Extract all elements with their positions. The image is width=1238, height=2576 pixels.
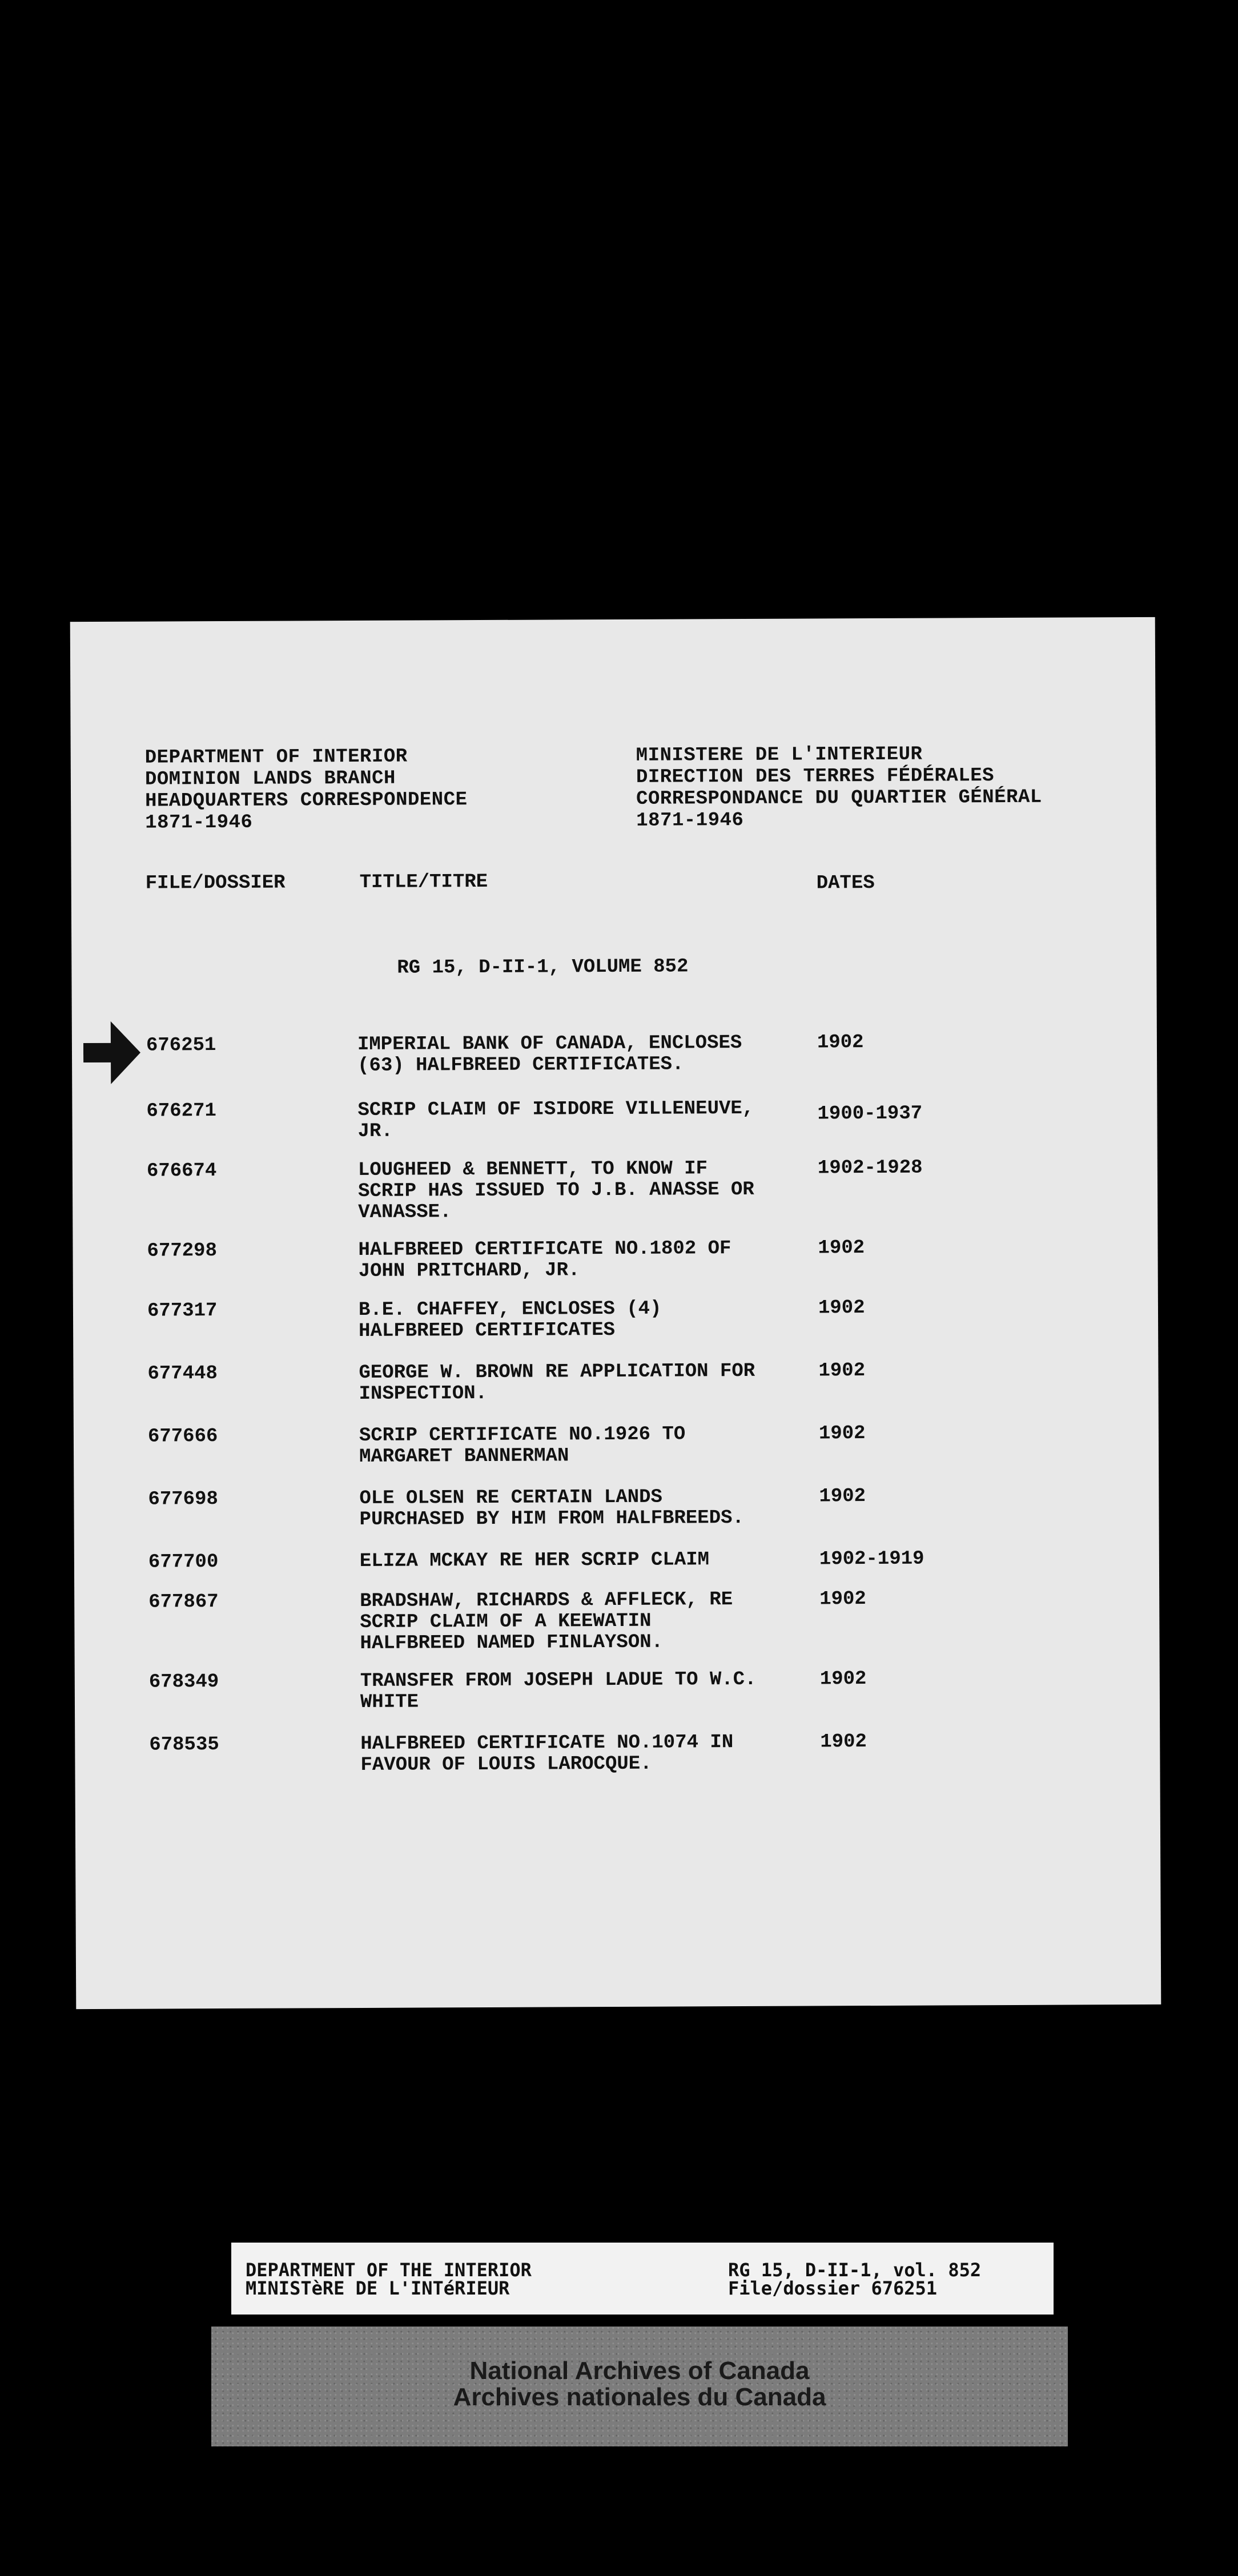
file-date: 1902 [818, 1297, 865, 1319]
header-line: DEPARTMENT OF INTERIOR [144, 746, 408, 769]
header-line: DIRECTION DES TERRES FÉDÉRALES [636, 765, 995, 788]
file-title-line: (63) HALFBREED CERTIFICATES. [357, 1053, 684, 1077]
file-number: 677298 [147, 1240, 218, 1262]
file-title-line: SCRIP CLAIM OF A KEEWATIN [360, 1610, 652, 1633]
file-title-line: HALFBREED CERTIFICATES [359, 1319, 616, 1342]
label-line: DEPARTMENT OF THE INTERIOR [246, 2259, 532, 2281]
file-title [357, 1098, 814, 1142]
label-reference [728, 2261, 981, 2297]
header-line: MINISTERE DE L'INTERIEUR [636, 743, 923, 767]
column-header-dates: DATES [816, 872, 875, 895]
file-title-line: HALFBREED CERTIFICATE NO.1802 OF [358, 1238, 731, 1261]
file-title-line: HALFBREED NAMED FINLAYSON. [360, 1631, 664, 1655]
file-title-line: OLE OLSEN RE CERTAIN LANDS [359, 1486, 662, 1510]
file-title [360, 1589, 817, 1654]
file-number: 676271 [146, 1100, 216, 1122]
file-date: 1902 [818, 1237, 865, 1259]
file-title-line: SCRIP CLAIM OF ISIDORE VILLENEUVE, [357, 1097, 754, 1121]
file-title-line: IMPERIAL BANK OF CANADA, ENCLOSES [357, 1032, 742, 1056]
header-line: 1871-1946 [145, 811, 253, 834]
file-number: 677448 [147, 1363, 218, 1385]
file-title-line: B.E. CHAFFEY, ENCLOSES (4) [358, 1298, 662, 1321]
file-date: 1902 [819, 1668, 867, 1690]
file-number: 677666 [147, 1426, 218, 1448]
archive-name-french: Archives nationales du Canada [453, 2383, 826, 2411]
header-english [145, 746, 468, 834]
file-entry [74, 1422, 1159, 1468]
column-header-file: FILE/DOSSIER [145, 872, 286, 895]
file-title-line: SCRIP HAS ISSUED TO J.B. ANASSE OR [357, 1178, 754, 1202]
label-line: MINISTèRE DE L'INTéRIEUR [246, 2277, 510, 2299]
file-title [360, 1549, 817, 1572]
file-entry [73, 1237, 1157, 1282]
archive-stamp [211, 2327, 1068, 2446]
header-line: 1871-1946 [636, 810, 744, 832]
file-date: 1900-1937 [817, 1102, 923, 1125]
file-title-line: TRANSFER FROM JOSEPH LADUE TO W.C. [360, 1668, 757, 1692]
file-title-line: BRADSHAW, RICHARDS & AFFLECK, RE [360, 1589, 733, 1612]
file-title [359, 1298, 815, 1342]
file-title-line: SCRIP CERTIFICATE NO.1926 TO [359, 1423, 686, 1447]
file-number: 676674 [146, 1160, 217, 1182]
file-entry [74, 1588, 1159, 1655]
file-date: 1902 [819, 1486, 866, 1508]
file-title-line: ELIZA MCKAY RE HER SCRIP CLAIM [359, 1549, 710, 1572]
column-header-title: TITLE/TITRE [359, 871, 488, 893]
header-line: CORRESPONDANCE DU QUARTIER GÉNÉRAL [636, 786, 1042, 810]
document-page [70, 617, 1161, 2009]
file-title-line: PURCHASED BY HIM FROM HALFBREEDS. [359, 1507, 744, 1531]
file-entry [72, 1097, 1157, 1142]
file-number: 677698 [148, 1488, 218, 1511]
archive-label [231, 2243, 1054, 2315]
file-title-line: GEORGE W. BROWN RE APPLICATION FOR [359, 1360, 755, 1384]
file-title [359, 1486, 816, 1530]
file-title-line: FAVOUR OF LOUIS LAROCQUE. [360, 1753, 652, 1776]
file-entry [74, 1485, 1159, 1531]
file-number: 677700 [148, 1551, 219, 1573]
file-title [358, 1238, 815, 1282]
file-date: 1902 [819, 1588, 866, 1611]
volume-reference: RG 15, D-II-1, VOLUME 852 [397, 956, 689, 979]
file-entry [75, 1730, 1160, 1776]
archive-name-english: National Archives of Canada [469, 2357, 810, 2385]
file-entry [73, 1297, 1158, 1342]
file-date: 1902 [818, 1423, 866, 1445]
label-line: RG 15, D-II-1, vol. 852 [728, 2259, 982, 2281]
file-title-line: JR. [357, 1120, 393, 1142]
file-title-line: WHITE [360, 1691, 419, 1713]
file-title [358, 1158, 815, 1223]
file-title [359, 1361, 815, 1404]
file-title [359, 1423, 816, 1467]
file-title-line: HALFBREED CERTIFICATE NO.1074 IN [360, 1732, 734, 1755]
header-line: DOMINION LANDS BRANCH [144, 767, 396, 791]
file-number: 678349 [148, 1671, 219, 1693]
file-title-line: MARGARET BANNERMAN [359, 1445, 569, 1468]
file-date: 1902-1919 [819, 1548, 925, 1571]
file-number: 677317 [147, 1300, 218, 1322]
file-title [357, 1032, 814, 1076]
header-line: HEADQUARTERS CORRESPONDENCE [144, 789, 468, 812]
file-number: 676251 [146, 1035, 216, 1057]
file-entry [74, 1548, 1159, 1573]
file-title-line: JOHN PRITCHARD, JR. [358, 1259, 580, 1282]
label-department [246, 2261, 532, 2297]
file-number: 678535 [149, 1734, 219, 1756]
header-french [636, 743, 1042, 832]
label-line: File/dossier 676251 [728, 2277, 938, 2299]
file-date: 1902 [818, 1360, 866, 1382]
file-title-line: INSPECTION. [359, 1382, 488, 1405]
file-number: 677867 [148, 1591, 219, 1613]
file-entry [72, 1031, 1157, 1077]
file-title [360, 1732, 817, 1776]
file-date: 1902-1928 [817, 1157, 923, 1180]
file-date: 1902 [817, 1032, 864, 1054]
pointer-arrow-icon [83, 1021, 140, 1084]
file-entry [75, 1668, 1160, 1713]
file-title-line: VANASSE. [358, 1201, 452, 1223]
file-title [360, 1669, 817, 1713]
file-entry [73, 1157, 1157, 1223]
file-entry [73, 1359, 1158, 1405]
file-title-line: LOUGHEED & BENNETT, TO KNOW IF [357, 1158, 708, 1181]
file-date: 1902 [820, 1731, 867, 1753]
